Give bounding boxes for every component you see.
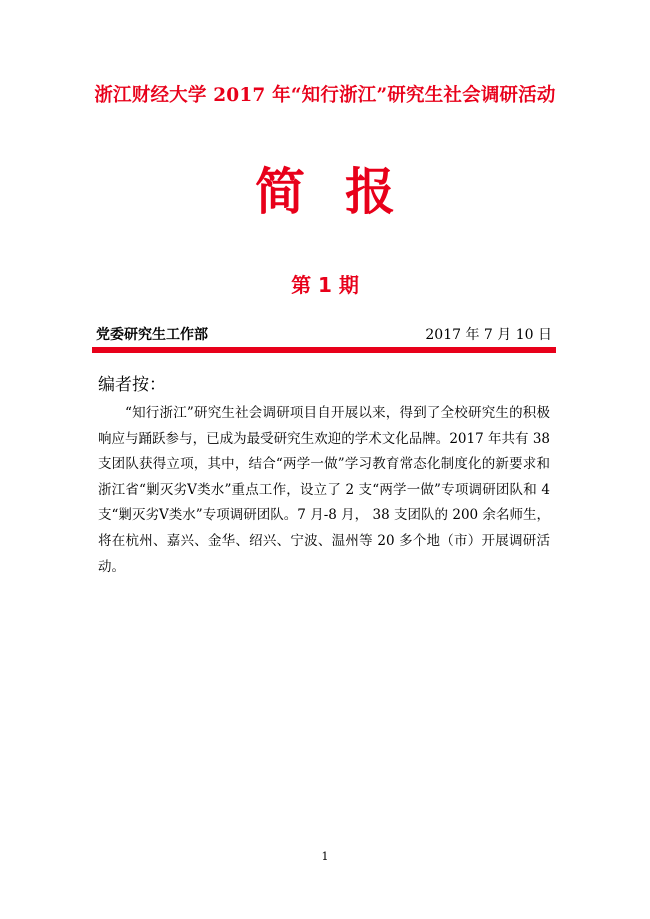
page-number: 1 — [321, 850, 329, 863]
event-title: 浙江财经大学 2017 年“知行浙江”研究生社会调研活动 — [94, 85, 556, 106]
red-divider — [92, 347, 556, 353]
publish-date: 2017 年 7 月 10 日 — [425, 327, 552, 343]
issue-number: 第 1 期 — [291, 273, 359, 297]
body-paragraph: “知行浙江”研究生社会调研项目自开展以来，得到了全校研究生的积极响应与踊跃参与，已成为最受研究生欢迎的学术文化品牌。2017 年共有 38 支团队获得立项，其中，结合“两学一做”学习教育常态化制度化的新要求和浙江省“剿灭劣Ⅴ类水”重点工作，设立了 2 支“两学一做”专项调研团队和 4 支“剿灭劣Ⅴ类水”专项调研团队。7 月-8 月， 38 支团队的 200 余名师生，将在杭州、嘉兴、金华、绍兴、宁波、温州等 20 多个地（市）开展调研活动。 — [98, 405, 550, 575]
doc-type-title: 简报 — [255, 163, 435, 221]
department: 党委研究生工作部 — [96, 327, 208, 343]
editor-note-label: 编者按： — [98, 375, 166, 395]
meta-row — [96, 325, 552, 345]
